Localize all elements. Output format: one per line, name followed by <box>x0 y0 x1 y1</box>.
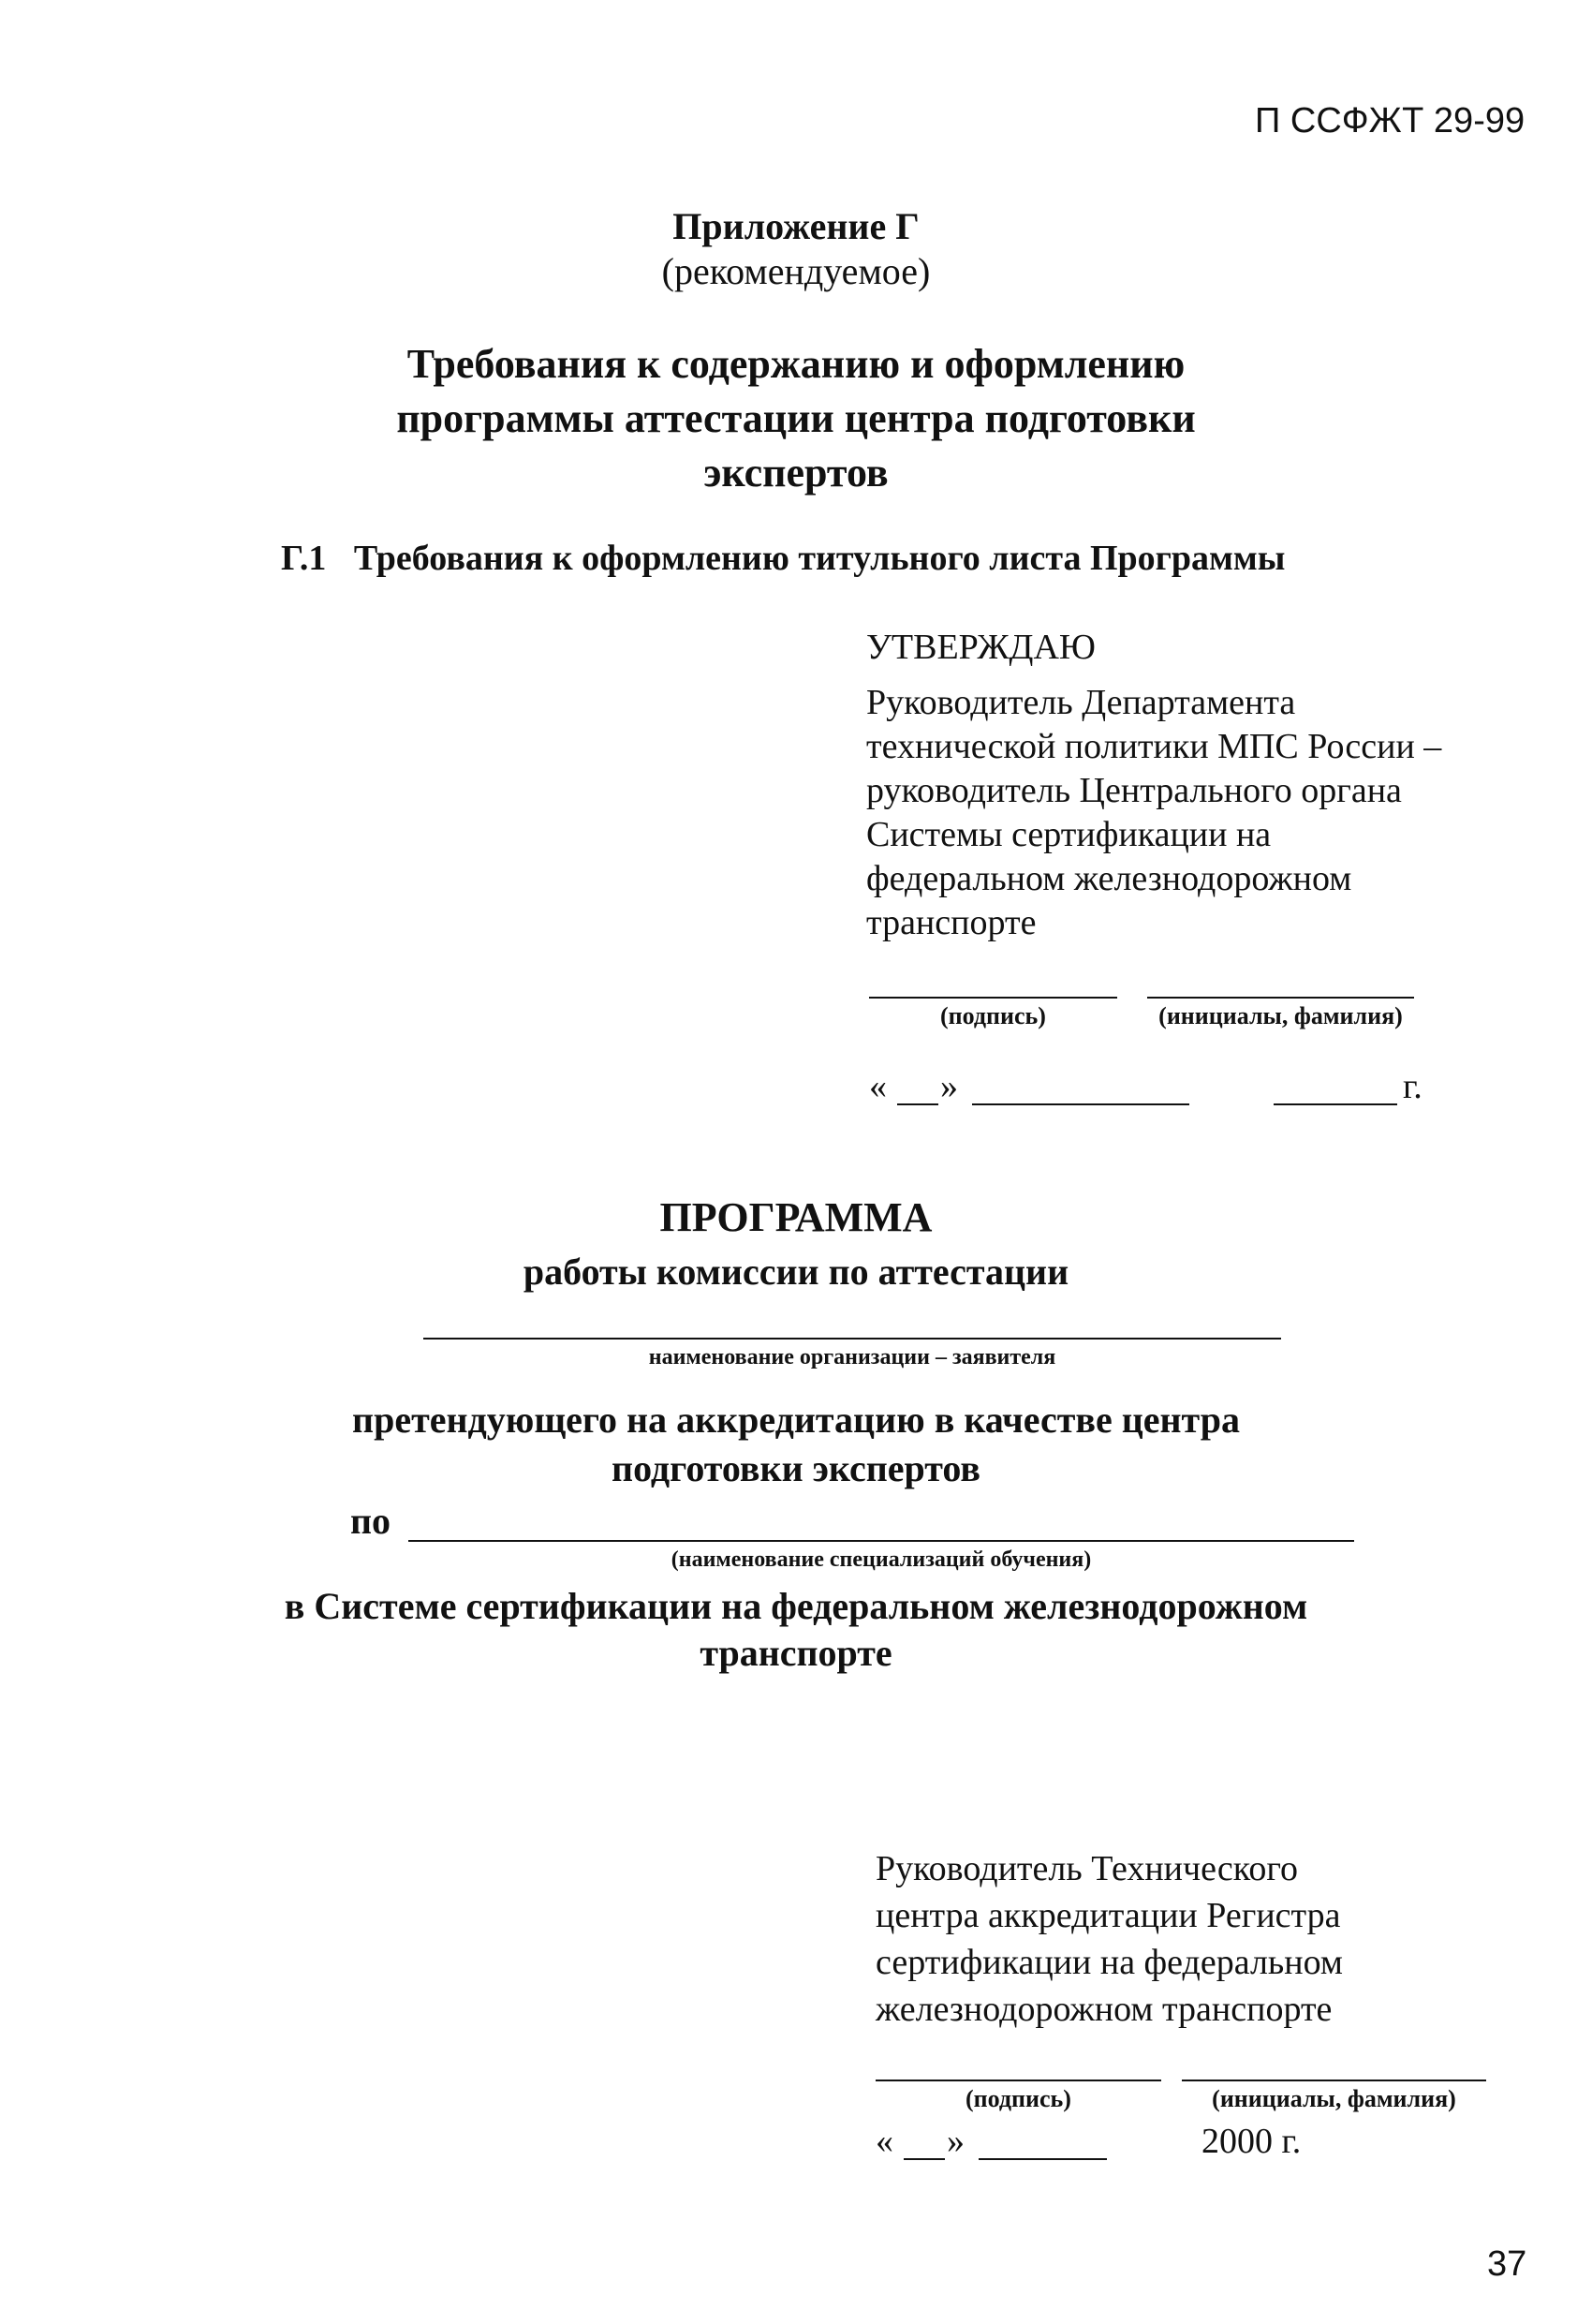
approval-heading: УТВЕРЖДАЮ <box>866 628 1096 667</box>
appendix-subtitle: (рекомендуемое) <box>661 250 931 292</box>
program-title: ПРОГРАММА <box>659 1194 933 1240</box>
appendix-title: Приложение Г <box>672 205 920 247</box>
date-month-line <box>972 1103 1189 1105</box>
approval-date <box>869 1066 1431 1113</box>
approval-signature-caption: (подпись) <box>940 1002 1046 1029</box>
signatory-signature-caption: (подпись) <box>966 2085 1071 2112</box>
signatory-line: сертификации на федеральном <box>876 1943 1343 1982</box>
date-close-quote: » <box>947 2122 965 2161</box>
claim-text <box>0 1396 1592 1493</box>
program-subtitle: работы комиссии по аттестации <box>523 1251 1069 1293</box>
signatory-line: Руководитель Технического <box>876 1849 1298 1888</box>
approval-line: руководитель Центрального органа <box>866 771 1402 810</box>
date-year: 2000 г. <box>1201 2122 1302 2161</box>
claim-line: подготовки экспертов <box>612 1447 980 1489</box>
date-open-quote: « <box>869 1067 887 1106</box>
approval-line: Руководитель Департамента <box>866 683 1296 722</box>
section-number: Г.1 <box>281 539 327 578</box>
approval-name-caption: (инициалы, фамилия) <box>1158 1002 1403 1029</box>
main-title <box>0 337 1592 500</box>
po-label: по <box>350 1500 391 1542</box>
signatory-line: железнодорожном транспорте <box>876 1990 1333 2029</box>
signatory-name-caption: (инициалы, фамилия) <box>1212 2085 1456 2112</box>
date-year-suffix: г. <box>1403 1067 1422 1106</box>
approval-signature-line <box>869 997 1117 999</box>
signatory-line: центра аккредитации Регистра <box>876 1896 1341 1935</box>
date-close-quote: » <box>940 1067 958 1106</box>
main-title-line: программы аттестации центра подготовки <box>396 395 1196 441</box>
date-month-line <box>979 2158 1107 2160</box>
system-text <box>0 1583 1592 1677</box>
approval-line: Системы сертификации на <box>866 815 1272 854</box>
section-title: Требования к оформлению титульного листа Программы <box>353 539 1286 578</box>
organization-line <box>423 1338 1281 1340</box>
approval-name-line <box>1147 997 1414 999</box>
specialization-caption: (наименование специализаций обучения) <box>671 1547 1092 1572</box>
system-line: транспорте <box>700 1632 892 1674</box>
document-code: П ССФЖТ 29-99 <box>1255 101 1526 141</box>
date-year-line <box>1274 1103 1397 1105</box>
date-day-line <box>897 1103 938 1105</box>
approval-block <box>866 626 1441 945</box>
signatory-signature-line <box>876 2080 1161 2081</box>
approval-line: технической политики МПС России – <box>866 727 1442 766</box>
approval-line: транспорте <box>866 903 1037 942</box>
date-open-quote: « <box>876 2122 893 2161</box>
main-title-line: Требования к содержанию и оформлению <box>406 341 1186 387</box>
page-number: 37 <box>1487 2244 1527 2284</box>
date-day-line <box>904 2158 945 2160</box>
signatory-block <box>876 1845 1343 2033</box>
section-heading <box>281 538 1285 579</box>
signatory-name-line <box>1182 2080 1486 2081</box>
system-line: в Системе сертификации на федеральном железнодорожном <box>284 1585 1308 1627</box>
main-title-line: экспертов <box>703 450 889 496</box>
signatory-date <box>876 2121 1344 2168</box>
approval-line: федеральном железнодорожном <box>866 859 1352 898</box>
claim-line: претендующего на аккредитацию в качестве центра <box>352 1399 1240 1441</box>
specialization-line <box>408 1540 1354 1542</box>
organization-caption: наименование организации – заявителя <box>648 1345 1056 1369</box>
